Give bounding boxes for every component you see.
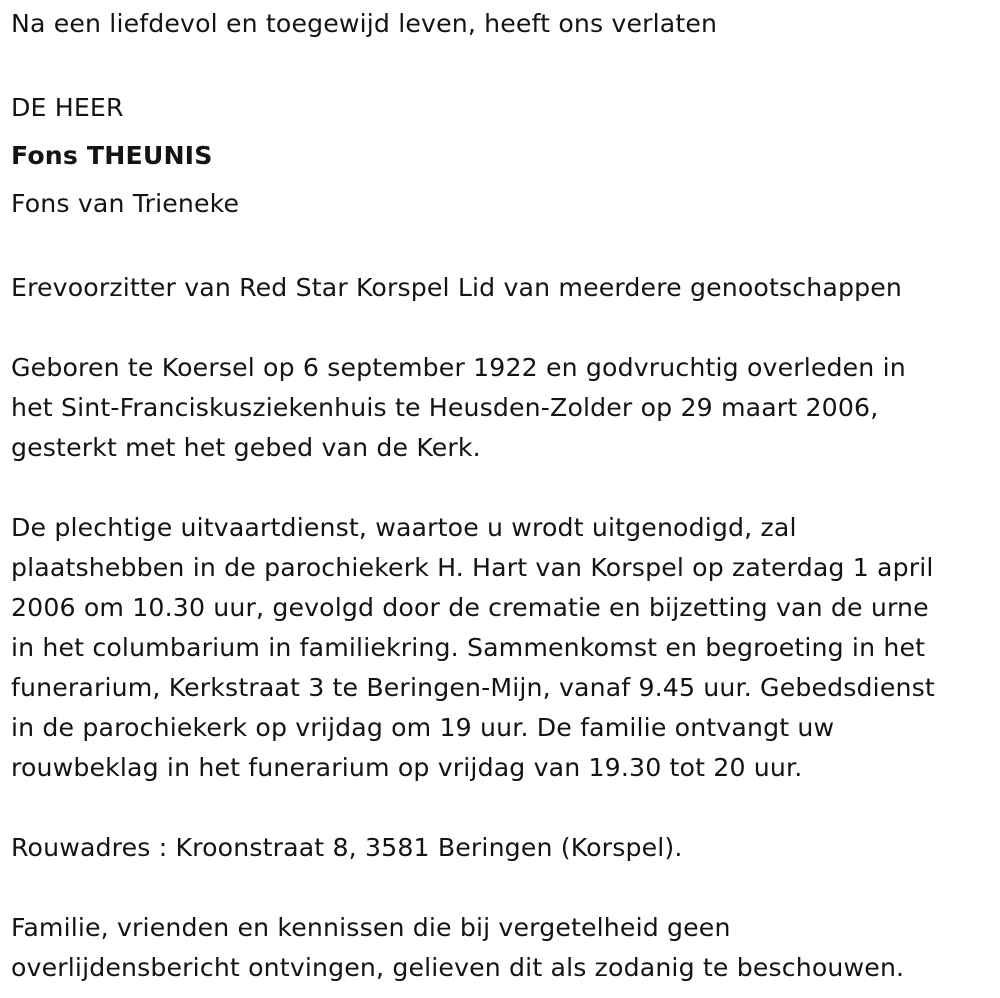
intro-line: Na een liefdevol en toegewijd leven, heeft ons verlaten: [11, 9, 718, 38]
obituary-notice: [11, 0, 986, 988]
spacer: [11, 44, 986, 84]
spacer: [11, 868, 986, 908]
text-line: gesterkt met het gebed van de Kerk.: [11, 433, 481, 462]
honorific-title: DE HEER: [11, 93, 124, 122]
text-line: in het columbarium in familiekring. Sammenkomst en begroeting in het: [11, 633, 926, 662]
text-line: Geboren te Koersel op 6 september 1922 en godvruchtig overleden in: [11, 353, 906, 382]
funeral-paragraph: [11, 508, 986, 788]
closing-paragraph: [11, 908, 986, 988]
spacer: [11, 468, 986, 508]
birth-death-paragraph: [11, 348, 986, 468]
text-line: rouwbeklag in het funerarium op vrijdag van 19.30 tot 20 uur.: [11, 753, 803, 782]
spacer: [11, 228, 986, 268]
mourning-address: Rouwadres : Kroonstraat 8, 3581 Beringen (Korspel).: [11, 833, 683, 862]
text-line: De plechtige uitvaartdienst, waartoe u wrodt uitgenodigd, zal: [11, 513, 797, 542]
text-line: in de parochiekerk op vrijdag om 19 uur. De familie ontvangt uw: [11, 713, 835, 742]
text-line: overlijdensbericht ontvingen, gelieven dit als zodanig te beschouwen.: [11, 953, 905, 982]
deceased-name: Fons THEUNIS: [11, 141, 213, 170]
text-line: Familie, vrienden en kennissen die bij vergetelheid geen: [11, 913, 731, 942]
text-line: 2006 om 10.30 uur, gevolgd door de crematie en bijzetting van de urne: [11, 593, 929, 622]
spacer: [11, 308, 986, 348]
text-line: funerarium, Kerkstraat 3 te Beringen-Mijn, vanaf 9.45 uur. Gebedsdienst: [11, 673, 935, 702]
text-line: plaatshebben in de parochiekerk H. Hart van Korspel op zaterdag 1 april: [11, 553, 934, 582]
deceased-nickname: Fons van Trieneke: [11, 189, 240, 218]
spacer: [11, 788, 986, 828]
roles-line: Erevoorzitter van Red Star Korspel Lid van meerdere genootschappen: [11, 273, 903, 302]
text-line: het Sint-Franciskusziekenhuis te Heusden-Zolder op 29 maart 2006,: [11, 393, 879, 422]
